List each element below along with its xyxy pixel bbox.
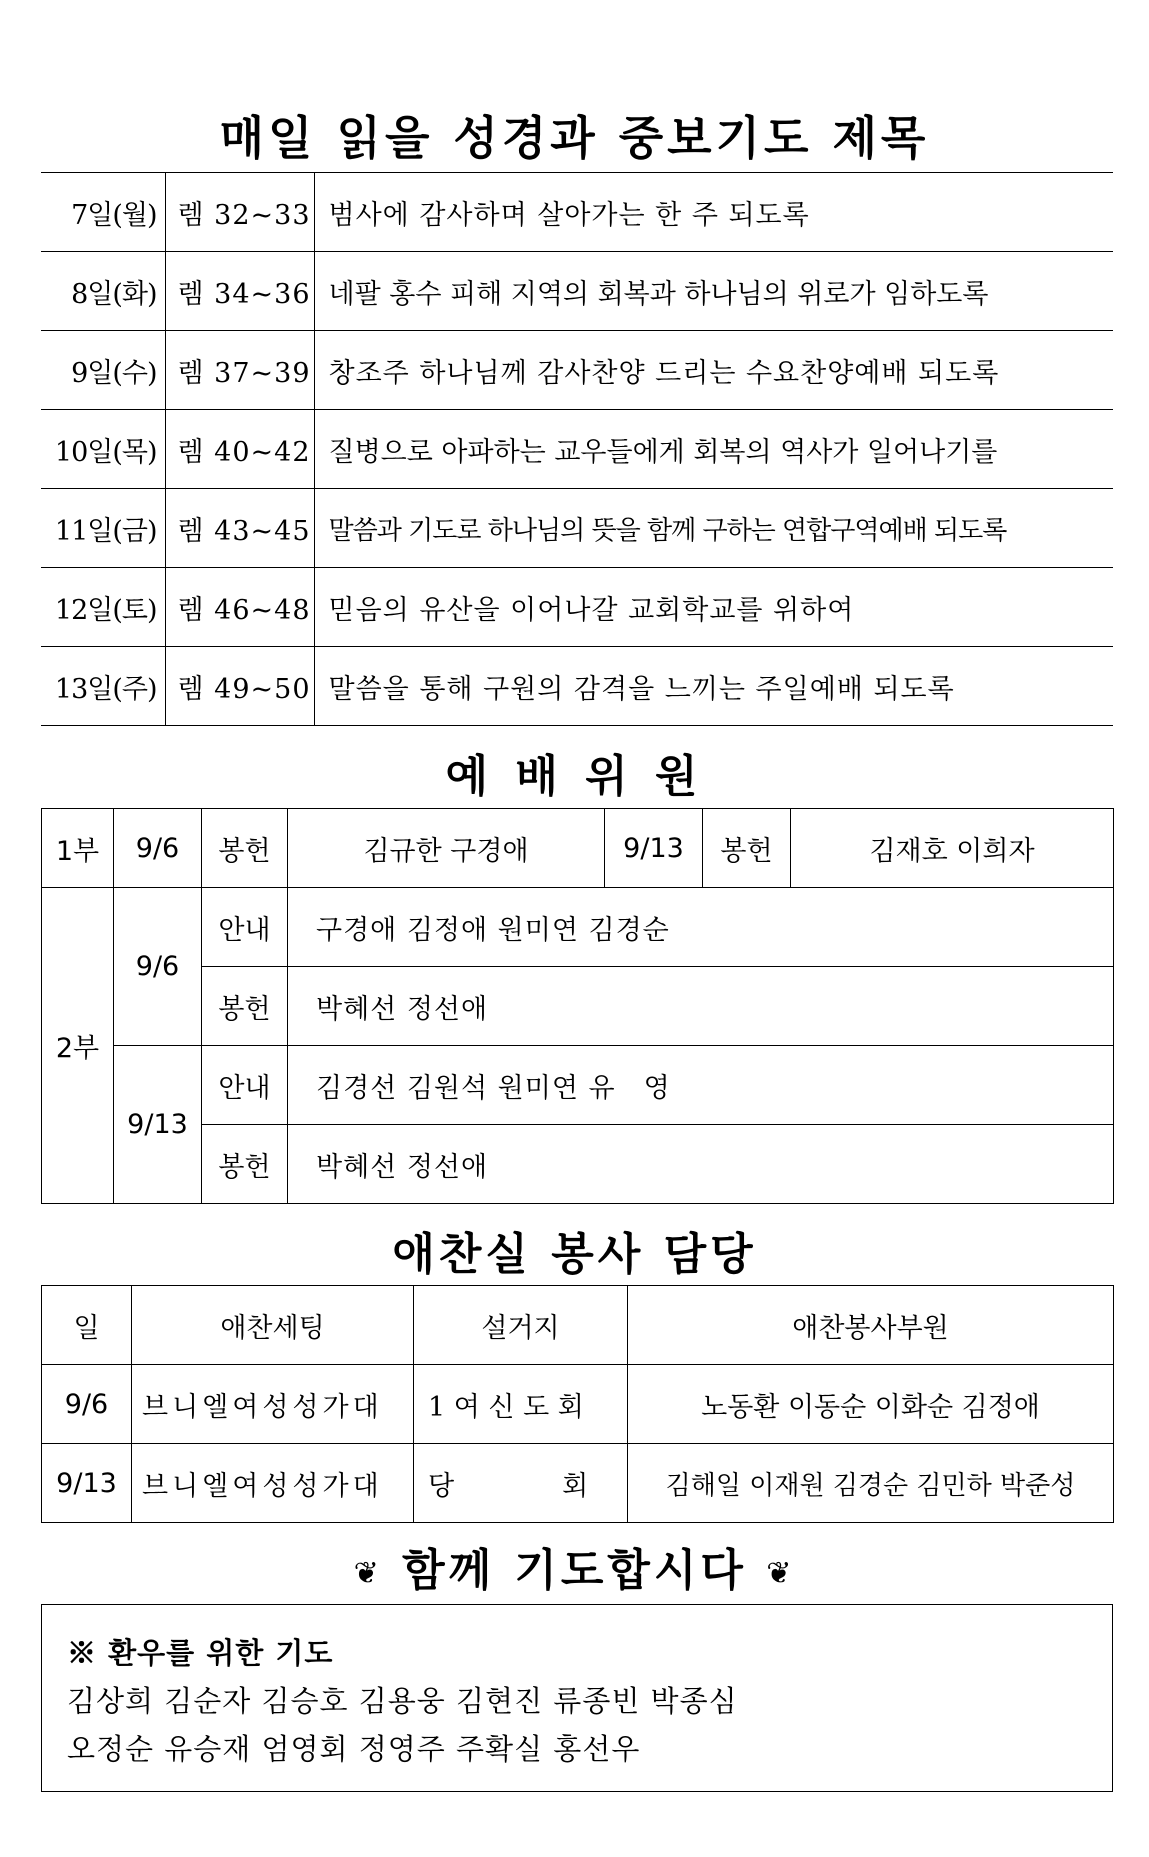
header-day: 일 xyxy=(42,1286,132,1365)
names-cell: 박혜선 정선애 xyxy=(288,1125,1114,1204)
bible-reading-table xyxy=(41,172,1113,726)
table-row xyxy=(42,809,1114,888)
dishes-cell: 1 여 신 도 회 xyxy=(414,1365,628,1444)
date-cell: 9/6 xyxy=(114,809,202,888)
role-cell: 봉헌 xyxy=(202,809,288,888)
prayer-topic-cell: 질병으로 아파하는 교우들에게 회복의 역사가 일어나기를 xyxy=(314,410,1113,489)
prayer-section-title xyxy=(0,1534,1149,1598)
table-row xyxy=(42,1046,1114,1125)
names-cell: 김경선 김원석 원미연 유 영 xyxy=(288,1046,1114,1125)
worship-section-title: 예 배 위 원 xyxy=(445,751,704,802)
prayer-names-line: 오정순 유승재 엄영회 정영주 주확실 홍선우 xyxy=(67,1732,641,1766)
kitchen-service-table xyxy=(41,1285,1114,1523)
names-cell: 김재호 이희자 xyxy=(791,809,1114,888)
reference-cell: 렘 34~36 xyxy=(165,252,314,331)
prayer-topic-cell: 말씀을 통해 구원의 감격을 느끼는 주일예배 되도록 xyxy=(314,647,1113,726)
header-setting: 애찬세팅 xyxy=(132,1286,414,1365)
reference-cell: 렘 43~45 xyxy=(165,489,314,568)
day-cell: 13일(주) xyxy=(41,647,165,726)
role-cell: 안내 xyxy=(202,888,288,967)
table-row xyxy=(42,1365,1114,1444)
dishes-cell: 당 회 xyxy=(414,1444,628,1523)
table-row xyxy=(41,568,1113,647)
date-cell: 9/13 xyxy=(605,809,703,888)
reference-cell: 렘 32~33 xyxy=(165,173,314,252)
header-dishes: 설거지 xyxy=(414,1286,628,1365)
day-cell: 9/13 xyxy=(42,1444,132,1523)
date-cell: 9/13 xyxy=(114,1046,202,1204)
table-row xyxy=(41,647,1113,726)
table-row xyxy=(41,331,1113,410)
day-cell: 7일(월) xyxy=(41,173,165,252)
day-cell: 11일(금) xyxy=(41,489,165,568)
service-label: 1부 xyxy=(42,809,114,888)
day-cell: 9일(수) xyxy=(41,331,165,410)
day-cell: 10일(목) xyxy=(41,410,165,489)
prayer-heading: ※ 환우를 위한 기도 xyxy=(67,1636,334,1670)
role-cell: 봉헌 xyxy=(202,1125,288,1204)
prayer-topic-cell: 네팔 홍수 피해 지역의 회복과 하나님의 위로가 임하도록 xyxy=(314,252,1113,331)
table-row xyxy=(41,173,1113,252)
members-cell: 김해일 이재원 김경순 김민하 박준성 xyxy=(628,1444,1114,1523)
day-cell: 12일(토) xyxy=(41,568,165,647)
reference-cell: 렘 37~39 xyxy=(165,331,314,410)
service-label: 2부 xyxy=(42,888,114,1204)
prayer-topic-cell: 창조주 하나님께 감사찬양 드리는 수요찬양예배 되도록 xyxy=(314,331,1113,410)
role-cell: 봉헌 xyxy=(703,809,791,888)
bible-section-title: 매일 읽을 성경과 중보기도 제목 xyxy=(219,111,930,165)
names-cell: 김규한 구경애 xyxy=(288,809,605,888)
prayer-box xyxy=(41,1604,1113,1792)
names-cell: 박혜선 정선애 xyxy=(288,967,1114,1046)
role-cell: 봉헌 xyxy=(202,967,288,1046)
reference-cell: 렘 49~50 xyxy=(165,647,314,726)
table-row xyxy=(41,410,1113,489)
reference-cell: 렘 46~48 xyxy=(165,568,314,647)
role-cell: 안내 xyxy=(202,1046,288,1125)
prayer-title-text: 함께 기도합시다 xyxy=(402,1545,747,1596)
prayer-topic-cell: 말씀과 기도로 하나님의 뜻을 함께 구하는 연합구역예배 되도록 xyxy=(314,489,1113,568)
names-cell: 구경애 김정애 원미연 김경순 xyxy=(288,888,1114,967)
header-members: 애찬봉사부원 xyxy=(628,1286,1114,1365)
table-row xyxy=(42,967,1114,1046)
right-ornament-icon: ❦ xyxy=(766,1555,796,1591)
setting-cell: 브니엘여성성가대 xyxy=(132,1444,414,1523)
left-ornament-icon: ❦ xyxy=(353,1555,383,1591)
prayer-topic-cell: 범사에 감사하며 살아가는 한 주 되도록 xyxy=(314,173,1113,252)
table-row xyxy=(42,888,1114,967)
reference-cell: 렘 40~42 xyxy=(165,410,314,489)
day-cell: 8일(화) xyxy=(41,252,165,331)
day-cell: 9/6 xyxy=(42,1365,132,1444)
members-cell: 노동환 이동순 이화순 김정애 xyxy=(628,1365,1114,1444)
kitchen-section-title: 애찬실 봉사 담당 xyxy=(392,1229,757,1280)
prayer-names-line: 김상희 김순자 김승호 김용웅 김현진 류종빈 박종심 xyxy=(67,1684,738,1718)
setting-cell: 브니엘여성성가대 xyxy=(132,1365,414,1444)
table-header-row xyxy=(42,1286,1114,1365)
table-row xyxy=(42,1125,1114,1204)
date-cell: 9/6 xyxy=(114,888,202,1046)
worship-committee-table xyxy=(41,808,1114,1204)
table-row xyxy=(42,1444,1114,1523)
prayer-topic-cell: 믿음의 유산을 이어나갈 교회학교를 위하여 xyxy=(314,568,1113,647)
table-row xyxy=(41,252,1113,331)
table-row xyxy=(41,489,1113,568)
